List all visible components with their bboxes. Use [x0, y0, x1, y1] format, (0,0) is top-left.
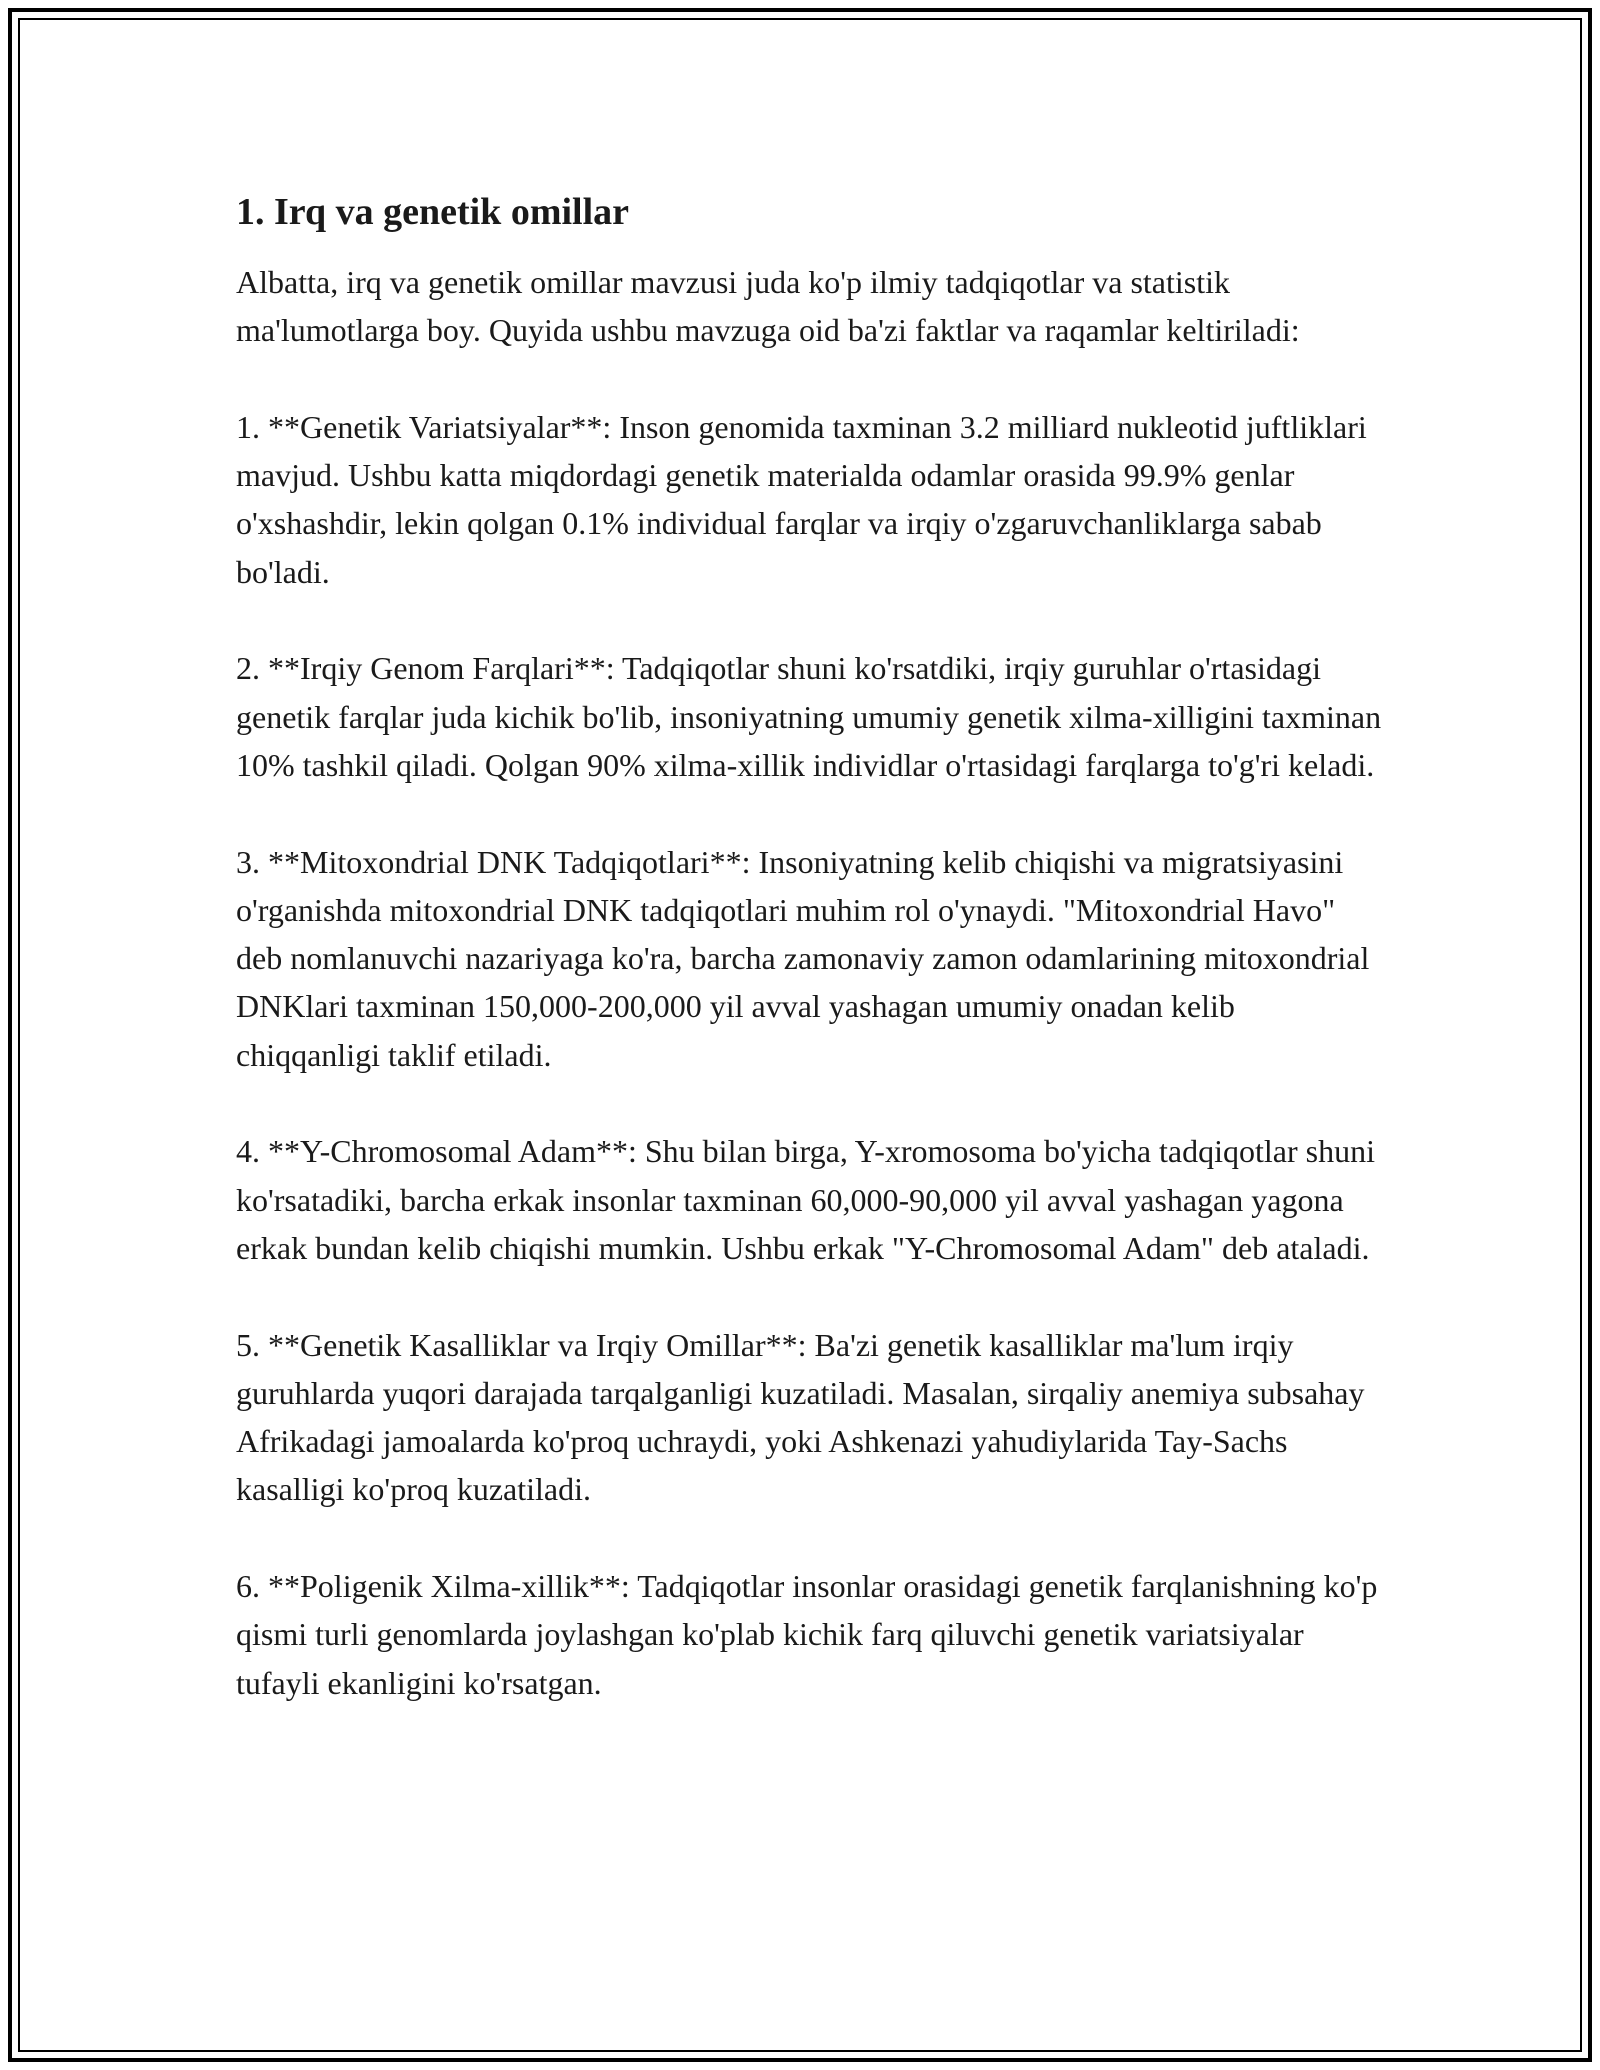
- paragraph-racial-genome-differences: 2. **Irqiy Genom Farqlari**: Tadqiqotlar shuni ko'rsatdiki, irqiy guruhlar o'rtasidagi genetik farqlar juda kichik bo'lib, insoniyatning umumiy genetik xilma-xilligini taxminan 10% tashkil qiladi. Qolgan 90% xilma-xillik individlar o'rtasidagi farqlarga to'g'ri keladi.: [236, 650, 1382, 783]
- intro-paragraph: Albatta, irq va genetik omillar mavzusi juda ko'p ilmiy tadqiqotlar va statistik ma'lumotlarga boy. Quyida ushbu mavzuga oid ba'zi faktlar va raqamlar keltiriladi:: [236, 264, 1300, 349]
- paragraph-y-chromosomal-adam: 4. **Y-Chromosomal Adam**: Shu bilan birga, Y-xromosoma bo'yicha tadqiqotlar shuni ko'rsatadiki, barcha erkak insonlar taxminan 60,000-90,000 yil avval yashagan yagona erkak bundan kelib chiqishi mumkin. Ushbu erkak "Y-Chromosomal Adam" deb ataladi.: [236, 1133, 1375, 1266]
- paragraph-mitochondrial-dna: 3. **Mitoxondrial DNK Tadqiqotlari**: Insoniyatning kelib chiqishi va migratsiyasini o'rganishda mitoxondrial DNK tadqiqotlari muhim rol o'ynaydi. "Mitoxondrial Havo" deb nomlanuvchi nazariyaga ko'ra, barcha zamonaviy zamon odamlarining mitoxondrial DNKlari taxminan 150,000-200,000 yil avval yashagan umumiy onadan kelib chiqqanligi taklif etiladi.: [236, 843, 1370, 1073]
- paragraph-genetic-diseases: 5. **Genetik Kasalliklar va Irqiy Omillar**: Ba'zi genetik kasalliklar ma'lum irqiy guruhlarda yuqori darajada tarqalganligi kuzatiladi. Masalan, sirqaliy anemiya subsahay Afrikadagi jamoalarda ko'proq uchraydi, yoki Ashkenazi yahudiylarida Tay-Sachs kasalligi ko'proq kuzatiladi.: [236, 1326, 1365, 1508]
- document-title: 1. Irq va genetik omillar: [236, 191, 630, 233]
- paragraph-polygenic-diversity: 6. **Poligenik Xilma-xillik**: Tadqiqotlar insonlar orasidagi genetik farqlanishning ko'p qismi turli genomlarda joylashgan ko'plab kichik farq qiluvchi genetik variatsiyalar tufayli ekanligini ko'rsatgan.: [236, 1568, 1378, 1701]
- paragraph-genetic-variations: 1. **Genetik Variatsiyalar**: Inson genomida taxminan 3.2 milliard nukleotid juftliklari mavjud. Ushbu katta miqdordagi genetik materialda odamlar orasida 99.9% genlar o'xshashdir, lekin qolgan 0.1% individual farqlar va irqiy o'zgaruvchanliklarga sabab bo'ladi.: [236, 408, 1367, 590]
- document-body: [236, 186, 1386, 1707]
